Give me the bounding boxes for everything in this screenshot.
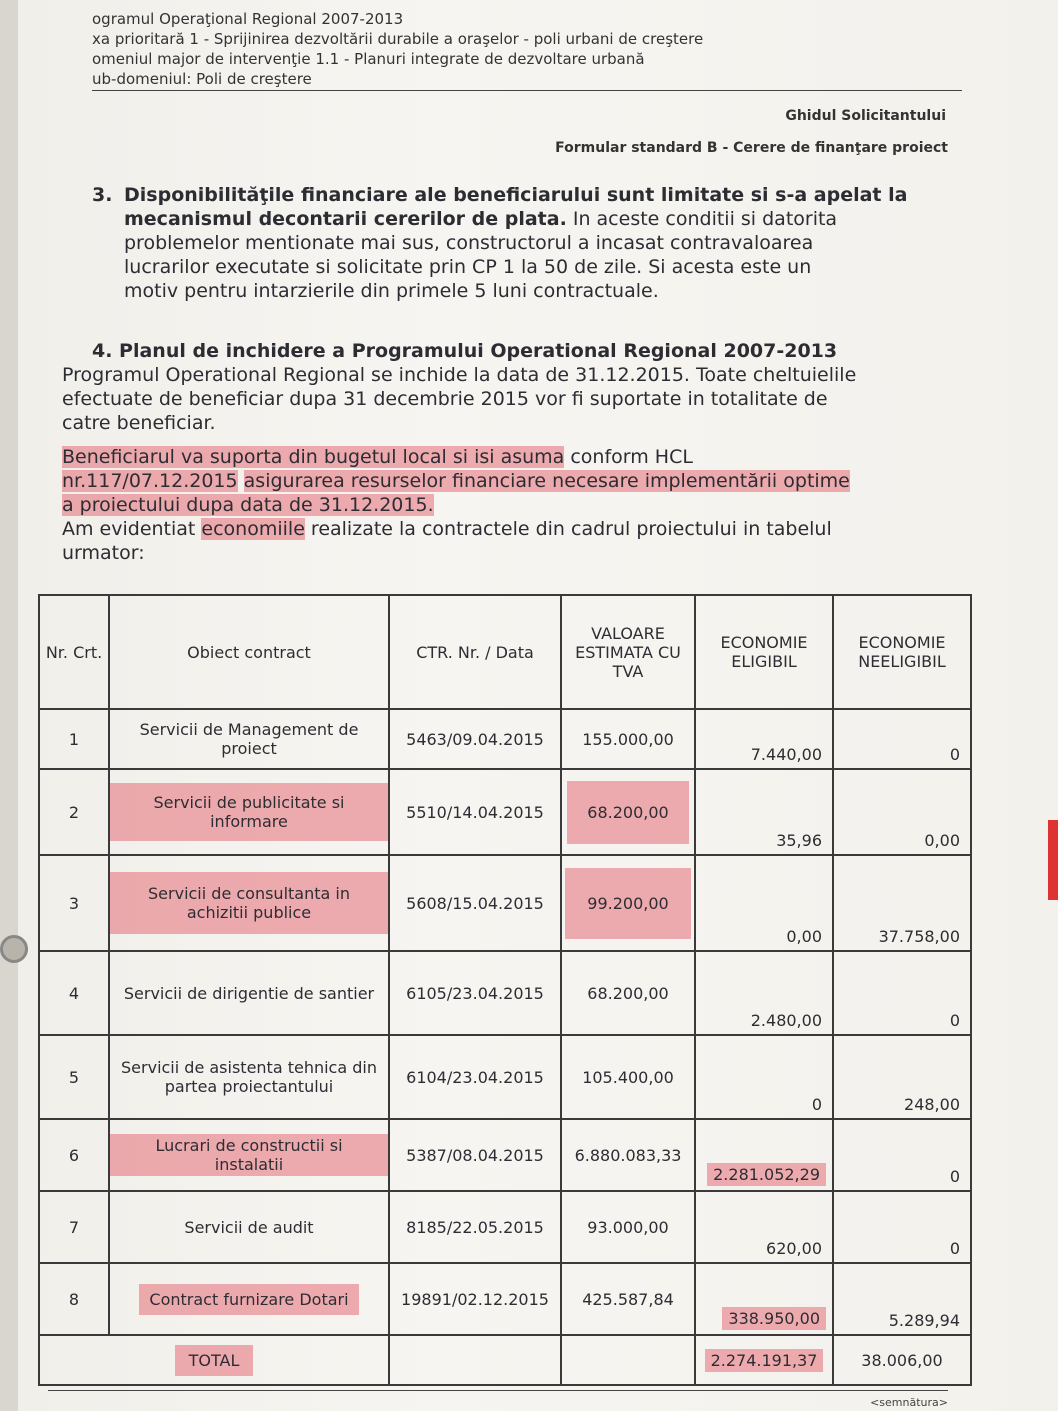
row-nr: 6 [39, 1119, 109, 1191]
form-title: Formular standard B - Cerere de finanţare proiect [555, 140, 948, 156]
neeligibil-value: 0 [949, 745, 960, 764]
table-row [39, 855, 971, 951]
section4-p2-line1 [62, 446, 693, 468]
row-obiect: Servicii de asistenta tehnica din partea proiectantului [109, 1035, 389, 1119]
section3-line2-text: In aceste conditii si datorita [566, 208, 838, 230]
row-nr: 7 [39, 1191, 109, 1263]
section3-line2-bold: mecanismul decontarii cererilor de plata. [124, 208, 567, 230]
row-ctr: 5608/15.04.2015 [389, 855, 561, 951]
section4-p3-line2: urmator: [62, 542, 145, 564]
footer-rule [48, 1390, 948, 1391]
total-label-cell [39, 1335, 389, 1385]
row-valoare: 105.400,00 [561, 1035, 695, 1119]
neeligibil-value: 0 [949, 1167, 960, 1186]
row-eligibil [695, 855, 833, 951]
row-valoare: 93.000,00 [561, 1191, 695, 1263]
header-subdomain: ub-domeniul: Poli de creştere [92, 70, 312, 88]
row-valoare: 425.587,84 [561, 1263, 695, 1335]
highlight-obiect: Servicii de publicitate si informare [110, 783, 388, 841]
neeligibil-value: 0,00 [924, 831, 960, 850]
row-nr: 8 [39, 1263, 109, 1335]
row-ctr: 5387/08.04.2015 [389, 1119, 561, 1191]
header-eligibil: ECONOMIE ELIGIBIL [695, 595, 833, 709]
highlight-valoare: 68.200,00 [567, 781, 688, 844]
eligibil-value: 35,96 [776, 831, 822, 850]
eligibil-value: 620,00 [766, 1239, 822, 1258]
table-row [39, 709, 971, 769]
eligibil-value: 0 [811, 1095, 822, 1114]
table-total-row [39, 1335, 971, 1385]
highlight-eligibil: 338.950,00 [722, 1307, 826, 1330]
header-domain: omeniul major de intervenţie 1.1 - Planuri integrate de dezvoltare urbană [92, 50, 645, 68]
row-nr: 1 [39, 709, 109, 769]
header-axis: xa prioritară 1 - Sprijinirea dezvoltării durabile a oraşelor - poli urbani de creştere [92, 30, 704, 48]
row-eligibil [695, 1119, 833, 1191]
section3-line2 [124, 208, 837, 230]
section4-p2-line2 [62, 470, 850, 492]
total-valoare [561, 1335, 695, 1385]
highlight-economiile: economiile [201, 518, 305, 540]
row-nr: 3 [39, 855, 109, 951]
section3-number: 3. [92, 184, 113, 206]
section3-line5: motiv pentru intarzierile din primele 5 luni contractuale. [124, 280, 659, 302]
section3-line3: problemelor mentionate mai sus, constructorul a incasat contravaloarea [124, 232, 814, 254]
highlight-eligibil: 2.281.052,29 [707, 1163, 826, 1186]
highlight-valoare: 99.200,00 [565, 868, 690, 939]
row-neeligibil [833, 709, 971, 769]
section4-p3-a: Am evidentiat [62, 518, 202, 540]
highlight-hcl: nr.117/07.12.2015 [62, 470, 238, 492]
row-nr: 4 [39, 951, 109, 1035]
savings-table [38, 594, 972, 1386]
eligibil-value: 7.440,00 [750, 745, 822, 764]
row-eligibil [695, 709, 833, 769]
section4-p2-line3 [62, 494, 434, 516]
highlight-beneficiar: Beneficiarul va suporta din bugetul local si isi asuma [62, 446, 565, 468]
neeligibil-value: 5.289,94 [888, 1311, 960, 1330]
table-row [39, 769, 971, 855]
section3-line4: lucrarilor executate si solicitate prin CP 1 la 50 de zile. Si acesta este un [124, 256, 812, 278]
highlight-obiect: Contract furnizare Dotari [139, 1284, 358, 1315]
neeligibil-value: 248,00 [904, 1095, 960, 1114]
highlight-total-eligibil: 2.274.191,37 [705, 1349, 824, 1372]
row-valoare: 155.000,00 [561, 709, 695, 769]
row-neeligibil [833, 951, 971, 1035]
highlight-dupa-data: a proiectului dupa data de 31.12.2015. [62, 494, 434, 516]
table-row [39, 1263, 971, 1335]
row-ctr: 8185/22.05.2015 [389, 1191, 561, 1263]
neeligibil-value: 37.758,00 [878, 927, 960, 946]
highlight-obiect: Lucrari de constructii si instalatii [110, 1134, 388, 1176]
eligibil-value: 0,00 [786, 927, 822, 946]
section4-p1-line3: catre beneficiar. [62, 412, 216, 434]
header-ctr: CTR. Nr. / Data [389, 595, 561, 709]
row-neeligibil [833, 1263, 971, 1335]
row-neeligibil [833, 1035, 971, 1119]
table-row [39, 1119, 971, 1191]
row-neeligibil [833, 1119, 971, 1191]
row-valoare: 6.880.083,33 [561, 1119, 695, 1191]
red-edge [1048, 820, 1058, 900]
row-ctr: 5463/09.04.2015 [389, 709, 561, 769]
table-header-row [39, 595, 971, 709]
row-ctr: 6105/23.04.2015 [389, 951, 561, 1035]
row-neeligibil [833, 1191, 971, 1263]
row-obiect: Servicii de dirigentie de santier [109, 951, 389, 1035]
table-row [39, 951, 971, 1035]
row-eligibil [695, 769, 833, 855]
section4-p3-line1 [62, 518, 832, 540]
row-ctr: 6104/23.04.2015 [389, 1035, 561, 1119]
total-label: TOTAL [175, 1345, 254, 1376]
total-neeligibil: 38.006,00 [833, 1335, 971, 1385]
section4-p3-b: realizate la contractele din cadrul proiectului in tabelul [304, 518, 832, 540]
row-nr: 5 [39, 1035, 109, 1119]
section4-p2-line1-rest: conform HCL [564, 446, 693, 468]
total-ctr [389, 1335, 561, 1385]
row-eligibil [695, 951, 833, 1035]
row-neeligibil [833, 769, 971, 855]
table-row [39, 1191, 971, 1263]
binder-hole [0, 935, 28, 963]
row-ctr: 5510/14.04.2015 [389, 769, 561, 855]
eligibil-value: 2.480,00 [750, 1011, 822, 1030]
row-eligibil [695, 1191, 833, 1263]
highlight-obiect: Servicii de consultanta in achizitii publice [110, 872, 388, 934]
highlight-resurse: asigurarea resurselor financiare necesare implementării optime [243, 470, 850, 492]
row-obiect [109, 769, 389, 855]
total-eligibil [695, 1335, 833, 1385]
neeligibil-value: 0 [949, 1011, 960, 1030]
document-page [18, 0, 1058, 1411]
header-neeligibil: ECONOMIE NEELIGIBIL [833, 595, 971, 709]
row-eligibil [695, 1035, 833, 1119]
row-valoare [561, 855, 695, 951]
header-program: ogramul Operaţional Regional 2007-2013 [92, 10, 404, 28]
row-valoare: 68.200,00 [561, 951, 695, 1035]
row-obiect: Servicii de audit [109, 1191, 389, 1263]
section4-heading: 4. Planul de inchidere a Programului Operational Regional 2007-2013 [92, 340, 838, 362]
header-valoare: VALOARE ESTIMATA CU TVA [561, 595, 695, 709]
header-nr: Nr. Crt. [39, 595, 109, 709]
row-valoare [561, 769, 695, 855]
row-neeligibil [833, 855, 971, 951]
signature-label: <semnătura> [870, 1396, 948, 1409]
guide-title: Ghidul Solicitantului [785, 108, 946, 124]
table-row [39, 1035, 971, 1119]
row-obiect: Servicii de Management de proiect [109, 709, 389, 769]
section4-p1-line1: Programul Operational Regional se inchide la data de 31.12.2015. Toate cheltuielile [62, 364, 857, 386]
row-obiect [109, 1119, 389, 1191]
row-ctr: 19891/02.12.2015 [389, 1263, 561, 1335]
row-obiect [109, 1263, 389, 1335]
row-nr: 2 [39, 769, 109, 855]
neeligibil-value: 0 [949, 1239, 960, 1258]
row-eligibil [695, 1263, 833, 1335]
header-obiect: Obiect contract [109, 595, 389, 709]
row-obiect [109, 855, 389, 951]
section4-p1-line2: efectuate de beneficiar dupa 31 decembrie 2015 vor fi suportate in totalitate de [62, 388, 828, 410]
header-rule [92, 90, 962, 91]
section3-line1: Disponibilităţile financiare ale beneficiarului sunt limitate si s-a apelat la [124, 184, 908, 206]
